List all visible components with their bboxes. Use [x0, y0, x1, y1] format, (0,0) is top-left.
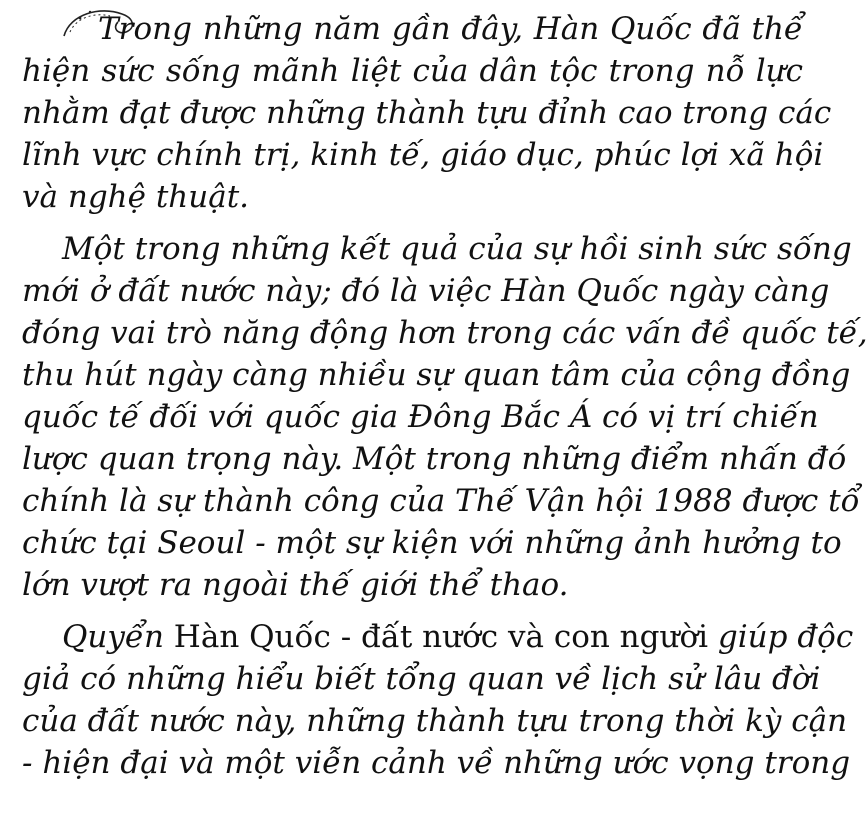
paragraph-2 — [22, 228, 868, 606]
paragraph-3 — [22, 616, 854, 784]
text-line: chính là sự thành công của Thế Vận hội 1988 được tổ — [22, 483, 860, 519]
text-run: giúp độc — [717, 619, 854, 655]
text-line: thu hút ngày càng nhiều sự quan tâm của cộng đồng — [22, 357, 851, 393]
text-line: giả có những hiểu biết tổng quan về lịch sử lâu đời — [22, 661, 821, 697]
text-line: đóng vai trò năng động hơn trong các vấn đề quốc tế, — [22, 315, 868, 351]
text-line: lớn vượt ra ngoài thế giới thể thao. — [22, 567, 569, 603]
text-body — [22, 8, 868, 784]
text-line: Trong những năm gần đây, Hàn Quốc đã thể — [98, 11, 803, 47]
text-line: của đất nước này, những thành tựu trong thời kỳ cận — [22, 703, 848, 739]
book-title: Hàn Quốc - đất nước và con người — [173, 619, 709, 655]
text-run: Quyển — [62, 619, 164, 655]
text-line: lược quan trọng này. Một trong những điểm nhấn đó — [22, 441, 847, 477]
text-line-mixed — [22, 616, 854, 658]
text-line: - hiện đại và một viễn cảnh về những ước vọng trong — [22, 745, 851, 781]
text-line: Một trong những kết quả của sự hồi sinh sức sống — [62, 231, 852, 267]
text-line: hiện sức sống mãnh liệt của dân tộc trong nỗ lực — [22, 53, 803, 89]
text-line: lĩnh vực chính trị, kinh tế, giáo dục, phúc lợi xã hội — [22, 137, 824, 173]
text-line: và nghệ thuật. — [22, 179, 250, 215]
paragraph-1 — [22, 8, 832, 218]
text-line: quốc tế đối với quốc gia Đông Bắc Á có vị trí chiến — [22, 399, 819, 435]
text-line: chức tại Seoul - một sự kiện với những ảnh hưởng to — [22, 525, 842, 561]
text-line: nhằm đạt được những thành tựu đỉnh cao trong các — [22, 95, 832, 131]
text-line: mới ở đất nước này; đó là việc Hàn Quốc ngày càng — [22, 273, 830, 309]
